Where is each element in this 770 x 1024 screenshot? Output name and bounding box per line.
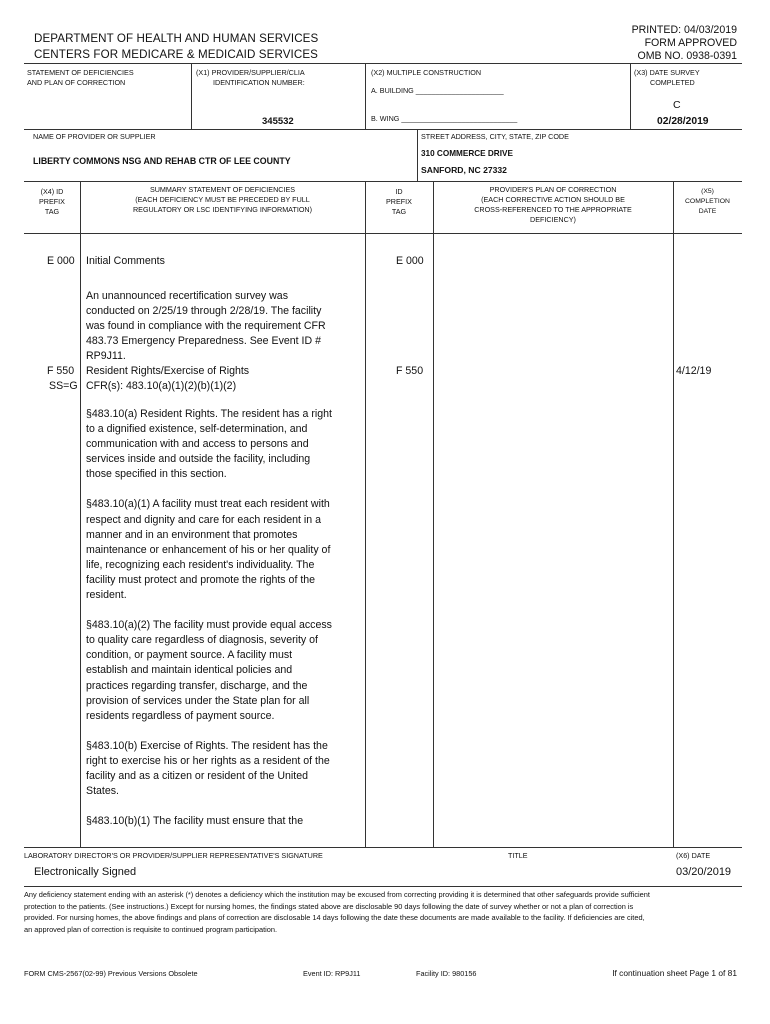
footer-facility-id: Facility ID: 980156 bbox=[416, 969, 477, 978]
paragraph-483-10-b: §483.10(b) Exercise of Rights. The resident has the right to exercise his or her rights as a resident of the facility and as a citizen or resident of the United States. bbox=[86, 739, 330, 798]
x3-label-1: (X3) DATE SURVEY bbox=[634, 68, 700, 77]
address-line-1: 310 COMMERCE DRIVE bbox=[421, 149, 513, 158]
provider-label: NAME OF PROVIDER OR SUPPLIER bbox=[33, 132, 156, 141]
tag-f550-right: F 550 bbox=[396, 365, 424, 377]
tag-e000: E 000 bbox=[47, 255, 75, 267]
provider-id: 345532 bbox=[262, 116, 294, 127]
x1-label-2: IDENTIFICATION NUMBER: bbox=[213, 78, 305, 87]
footer-form: FORM CMS-2567(02-99) Previous Versions Obsolete bbox=[24, 969, 198, 978]
tag-f550: F 550 bbox=[47, 365, 75, 377]
col-summary-header: SUMMARY STATEMENT OF DEFICIENCIES (EACH DEFICIENCY MUST BE PRECEDED BY FULL REGULATORY OR LSC IDENTIFYING INFORMATION) bbox=[132, 185, 313, 214]
footer-event-id: Event ID: RP9J11 bbox=[303, 969, 361, 978]
initial-comments-title: Initial Comments bbox=[86, 255, 165, 267]
f550-cfr: CFR(s): 483.10(a)(1)(2)(b)(1)(2) bbox=[86, 380, 237, 392]
col-id-header: ID PREFIX TAG bbox=[386, 187, 412, 216]
wing-label: B. WING _____________________________ bbox=[371, 114, 518, 123]
x2-label: (X2) MULTIPLE CONSTRUCTION bbox=[371, 68, 482, 77]
tag-e000-right: E 000 bbox=[396, 255, 424, 267]
x6-date-label: (X6) DATE bbox=[676, 851, 711, 860]
col-x4-header: (X4) ID PREFIX TAG bbox=[39, 187, 65, 216]
signature-label: LABORATORY DIRECTOR'S OR PROVIDER/SUPPLIER REPRESENTATIVE'S SIGNATURE bbox=[24, 851, 323, 860]
col-x5-header: (X5) COMPLETION DATE bbox=[685, 188, 730, 215]
address-label: STREET ADDRESS, CITY, STATE, ZIP CODE bbox=[421, 132, 569, 141]
department-line-2: CENTERS FOR MEDICARE & MEDICAID SERVICES bbox=[34, 48, 319, 61]
x1-label-1: (X1) PROVIDER/SUPPLIER/CLIA bbox=[196, 68, 305, 77]
survey-date: 02/28/2019 bbox=[657, 116, 709, 127]
signature-value: Electronically Signed bbox=[34, 866, 137, 878]
paragraph-483-10-a-1: §483.10(a)(1) A facility must treat each resident with respect and dignity and care for each resident in a manner and in an environment that promotes maintenance or enhancement of his or her quality of life, recognizing each resident's individuality. The facility must protect and promote the rights of the resident. bbox=[86, 498, 331, 602]
address-line-2: SANFORD, NC 27332 bbox=[421, 165, 507, 175]
title-label: TITLE bbox=[508, 851, 528, 860]
survey-code: C bbox=[673, 99, 681, 111]
completion-date: 4/12/19 bbox=[676, 365, 712, 377]
initial-comments-text: An unannounced recertification survey was conducted on 2/25/19 through 2/28/19. The facility was found in compliance with the requirement CFR 483.73 Emergency Preparedness. See Event ID # RP9J11. bbox=[86, 290, 326, 363]
statement-label-2: AND PLAN OF CORRECTION bbox=[27, 78, 126, 87]
paragraph-483-10-a-2: §483.10(a)(2) The facility must provide equal access to quality care regardless of diagnosis, severity of condition, or payment source. A facility must establish and maintain identical policies and practices regarding transfer, discharge, and the provision of services under the State plan for all residents regardless of payment source. bbox=[86, 619, 332, 722]
form-approved: FORM APPROVED bbox=[644, 37, 737, 49]
omb-number: OMB NO. 0938-0391 bbox=[637, 50, 737, 62]
provider-name: LIBERTY COMMONS NSG AND REHAB CTR OF LEE COUNTY bbox=[33, 156, 291, 166]
x3-label-2: COMPLETED bbox=[650, 78, 695, 87]
col-plan-header: PROVIDER'S PLAN OF CORRECTION (EACH CORRECTIVE ACTION SHOULD BE CROSS-REFERENCED TO THE APPROPRIATE DEFICIENCY) bbox=[474, 185, 632, 224]
disclaimer-text: Any deficiency statement ending with an asterisk (*) denotes a deficiency which the institution may be excused from correcting providing it is determined that other safeguards provide sufficient protection to the patients. (See instructions.) Except for nursing homes, the findings stated above are disclosable 90 days following the date of survey whether or not a plan of correction is provided. For nursing homes, the above findings and plans of correction are disclosable 14 days following the date these documents are made available to the facility. If deficiencies are cited, an approved plan of correction is requisite to continued program participation. bbox=[24, 890, 650, 934]
building-label: A. BUILDING ______________________ bbox=[371, 86, 504, 95]
body-block bbox=[86, 407, 334, 844]
paragraph-483-10-a: §483.10(a) Resident Rights. The resident has a right to a dignified existence, self-determination, and communication with and access to persons and services inside and outside the facility, including those specified in this section. bbox=[86, 408, 332, 481]
paragraph-483-10-b-1: §483.10(b)(1) The facility must ensure that the bbox=[86, 815, 304, 828]
statement-label-1: STATEMENT OF DEFICIENCIES bbox=[27, 68, 134, 77]
x6-date-value: 03/20/2019 bbox=[676, 866, 732, 878]
tag-f550-severity: SS=G bbox=[49, 380, 78, 392]
printed-date: PRINTED: 04/03/2019 bbox=[631, 24, 737, 36]
f550-title: Resident Rights/Exercise of Rights bbox=[86, 365, 250, 377]
department-line-1: DEPARTMENT OF HEALTH AND HUMAN SERVICES bbox=[34, 32, 319, 45]
footer-continuation: If continuation sheet Page 1 of 81 bbox=[612, 968, 737, 978]
